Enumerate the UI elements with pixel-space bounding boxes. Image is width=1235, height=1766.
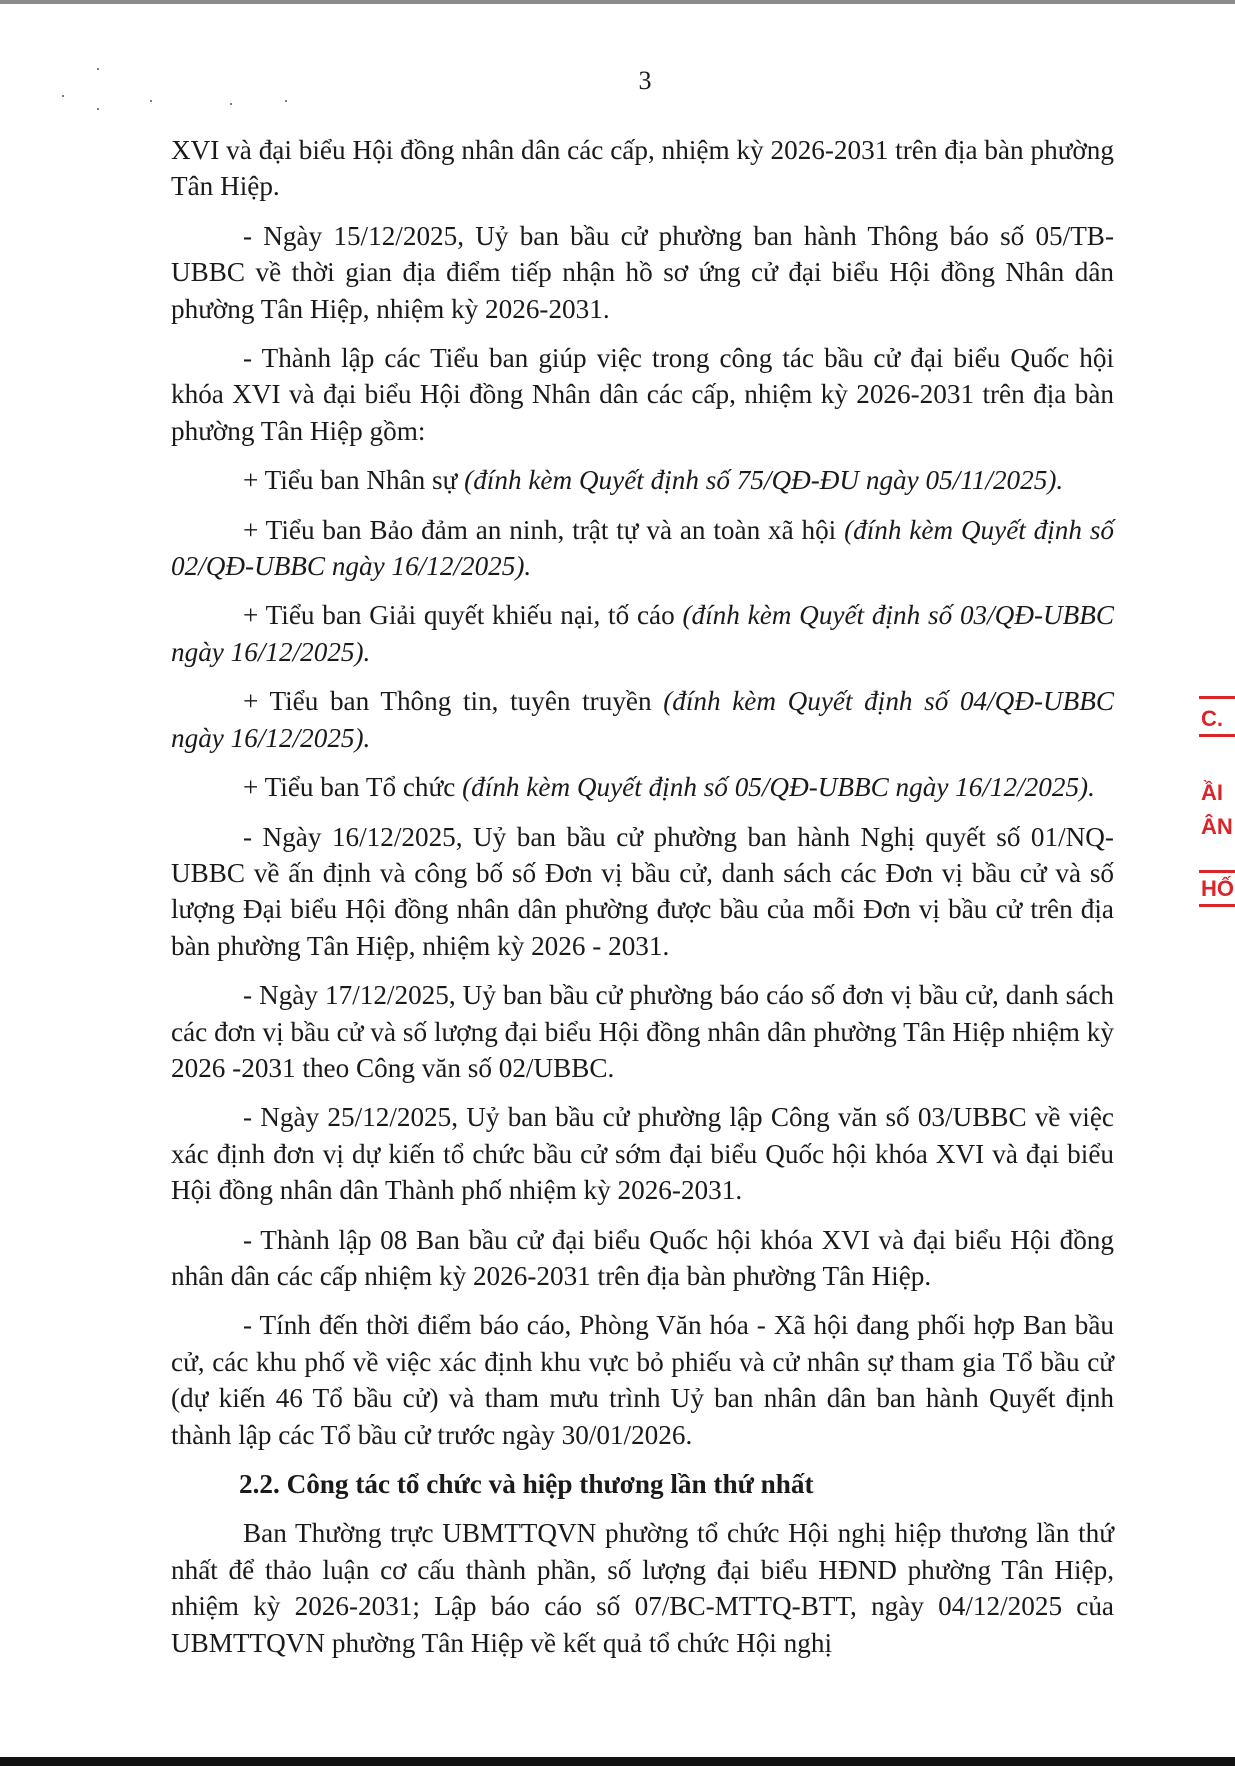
- list-item-reference: (đính kèm Quyết định số 75/QĐ-ĐU ngày 05/11/2025).: [464, 465, 1064, 496]
- stamp-border: [1199, 904, 1235, 907]
- scan-speck: [150, 100, 152, 102]
- document-body: [171, 132, 1114, 1674]
- scan-speck: [285, 100, 287, 102]
- list-item: [171, 462, 1114, 498]
- paragraph: - Thành lập 08 Ban bầu cử đại biểu Quốc hội khóa XVI và đại biểu Hội đồng nhân dân các cấp nhiệm kỳ 2026-2031 trên địa bàn phường Tân Hiệp.: [171, 1224, 1114, 1291]
- list-item: [171, 769, 1114, 805]
- list-item-text: + Tiểu ban Thông tin, tuyên truyền: [243, 686, 664, 717]
- paragraph: XVI và đại biểu Hội đồng nhân dân các cấp, nhiệm kỳ 2026-2031 trên địa bàn phường Tân Hiệp.: [171, 135, 1114, 202]
- list-item-text: + Tiểu ban Nhân sự: [243, 465, 465, 496]
- stamp-letters: C.: [1201, 706, 1223, 731]
- list-item: [171, 683, 1114, 756]
- list-item-text: + Tiểu ban Tổ chức: [243, 772, 463, 803]
- stamp-border: [1199, 696, 1235, 699]
- stamp-letters: HỐ: [1201, 876, 1234, 901]
- section-heading: 2.2. Công tác tổ chức và hiệp thương lần thứ nhất: [239, 1469, 814, 1499]
- paragraph: - Ngày 16/12/2025, Uỷ ban bầu cử phường ban hành Nghị quyết số 01/NQ-UBBC về ấn định và công bố số Đơn vị bầu cử, danh sách các Đơn vị bầu cử và số lượng Đại biểu Hội đồng nhân dân phường được bầu của mỗi Đơn vị bầu cử trên địa bàn phường Tân Hiệp, nhiệm kỳ 2026 - 2031.: [171, 821, 1114, 961]
- paragraph: - Ngày 17/12/2025, Uỷ ban bầu cử phường báo cáo số đơn vị bầu cử, danh sách các đơn vị bầu cử và số lượng đại biểu Hội đồng nhân dân phường Tân Hiệp nhiệm kỳ 2026 -2031 theo Công văn số 02/UBBC.: [171, 980, 1114, 1083]
- paragraph: - Ngày 15/12/2025, Uỷ ban bầu cử phường ban hành Thông báo số 05/TB-UBBC về thời gian địa điểm tiếp nhận hồ sơ ứng cử đại biểu Hội đồng Nhân dân phường Tân Hiệp, nhiệm kỳ 2026-2031.: [171, 220, 1114, 324]
- list-item: [171, 512, 1114, 585]
- list-item-reference: (đính kèm Quyết định số 02/QĐ-UBBC ngày 16/12/2025).: [171, 514, 1114, 582]
- page-number: 3: [638, 66, 652, 95]
- list-item-reference: (đính kèm Quyết định số 03/QĐ-UBBC ngày 16/12/2025).: [171, 600, 1114, 667]
- scan-speck: [230, 103, 232, 105]
- list-item-text: + Tiểu ban Giải quyết khiếu nại, tố cáo: [243, 600, 683, 631]
- paragraph: - Ngày 25/12/2025, Uỷ ban bầu cử phường lập Công văn số 03/UBBC về việc xác định đơn vị dự kiến tổ chức bầu cử sớm đại biểu Quốc hội khóa XVI và đại biểu Hội đồng nhân dân Thành phố nhiệm kỳ 2026-2031.: [171, 1102, 1114, 1206]
- list-item-reference: (đính kèm Quyết định số 05/QĐ-UBBC ngày 16/12/2025).: [462, 772, 1095, 803]
- red-stamp-fragment: [1197, 680, 1235, 930]
- scan-top-edge: [0, 0, 1235, 4]
- stamp-border: [1199, 734, 1235, 737]
- scan-speck: [97, 108, 99, 110]
- stamp-letters: ÂN: [1201, 814, 1233, 839]
- paragraph: - Thành lập các Tiểu ban giúp việc trong công tác bầu cử đại biểu Quốc hội khóa XVI và đại biểu Hội đồng Nhân dân các cấp, nhiệm kỳ 2026-2031 trên địa bàn phường Tân Hiệp gồm:: [171, 343, 1114, 446]
- list-item-reference: (đính kèm Quyết định số 04/QĐ-UBBC ngày 16/12/2025).: [171, 686, 1114, 753]
- list-item-text: + Tiểu ban Bảo đảm an ninh, trật tự và an toàn xã hội: [243, 514, 845, 545]
- paragraph: - Tính đến thời điểm báo cáo, Phòng Văn hóa - Xã hội đang phối hợp Ban bầu cử, các khu phố về việc xác định khu vực bỏ phiếu và cử nhân sự tham gia Tổ bầu cử (dự kiến 46 Tổ bầu cử) và tham mưu trình Uỷ ban nhân dân ban hành Quyết định thành lập các Tổ bầu cử trước ngày 30/01/2026.: [171, 1310, 1114, 1450]
- list-item: [171, 597, 1114, 670]
- stamp-letters: ẦI: [1201, 780, 1223, 805]
- scan-bottom-edge: [0, 1757, 1235, 1766]
- stamp-border: [1199, 870, 1235, 873]
- paragraph: Ban Thường trực UBMTTQVN phường tổ chức Hội nghị hiệp thương lần thứ nhất để thảo luận cơ cấu thành phần, số lượng đại biểu HĐND phường Tân Hiệp, nhiệm kỳ 2026-2031; Lập báo cáo số 07/BC-MTTQ-BTT, ngày 04/12/2025 của UBMTTQVN phường Tân Hiệp về kết quả tổ chức Hội nghị: [171, 1518, 1114, 1658]
